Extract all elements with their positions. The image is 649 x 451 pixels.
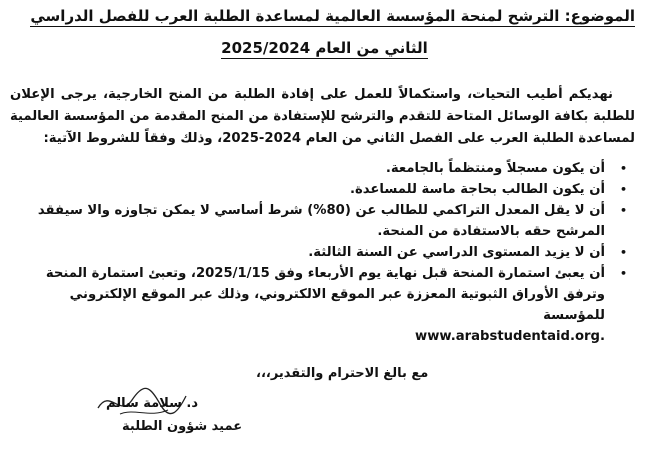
subject-year: الثاني من العام 2025/2024 — [221, 39, 428, 57]
condition-text: أن يعبئ استمارة المنحة قبل نهاية يوم الأربعاء وفق 2025/1/15، وتعبئ استمارة المنحة وترفق الأوراق الثبوتية المعززة عبر الموقع الالكتروني، وذلك عبر الموقع الإلكتروني للمؤسسة — [45, 266, 605, 323]
list-item — [30, 179, 627, 200]
closing-remark: مع بالغ الاحترام والتقدير،،، — [256, 366, 429, 381]
condition-text: أن يكون مسجلاً ومنتظماً بالجامعة. — [385, 161, 605, 176]
bullet-icon: • — [619, 162, 627, 175]
signatory-title: عميد شؤون الطلبة — [122, 419, 243, 434]
condition-text: أن يكون الطالب بحاجة ماسة للمساعدة. — [349, 182, 605, 197]
list-item — [30, 158, 627, 179]
bullet-icon: • — [619, 267, 627, 280]
bullet-icon: • — [619, 204, 627, 217]
condition-text: أن لا يزيد المستوى الدراسي عن السنة الثالثة. — [308, 245, 605, 260]
website-link[interactable]: www.arabstudentaid.org. — [415, 329, 605, 344]
intro-paragraph — [10, 84, 635, 150]
signatory-name: د. سلامة سالم — [106, 396, 198, 411]
bullet-icon: • — [619, 183, 627, 196]
subject-line — [30, 6, 635, 26]
list-item — [30, 200, 627, 242]
condition-text: أن لا يقل المعدل التراكمي للطالب عن (80%) شرط أساسي لا يمكن تجاوزه والا سيفقد المرشح حقه بالاستفادة من المنحة. — [37, 203, 605, 239]
subject-label: الموضوع: — [564, 7, 635, 25]
subject-year-line — [0, 38, 649, 58]
bullet-icon: • — [619, 246, 627, 259]
subject-text: الترشح لمنحة المؤسسة العالمية لمساعدة الطلبة العرب للفصل الدراسي — [30, 7, 565, 25]
intro-text: نهديكم أطيب التحيات، واستكمالاً للعمل على إفادة الطلبة من المنح الخارجية، يرجى الإعلان للطلبة بكافة الوسائل المتاحة للتقدم والترشح للإستفادة من المنح المقدمة من المؤسسة العالمية لمساعدة الطلبة العرب على الفصل الثاني من العام 2024-2025، وذلك وفقاً للشروط الآتية: — [10, 87, 635, 146]
list-item — [30, 263, 627, 347]
list-item — [30, 242, 627, 263]
conditions-list — [30, 158, 627, 347]
